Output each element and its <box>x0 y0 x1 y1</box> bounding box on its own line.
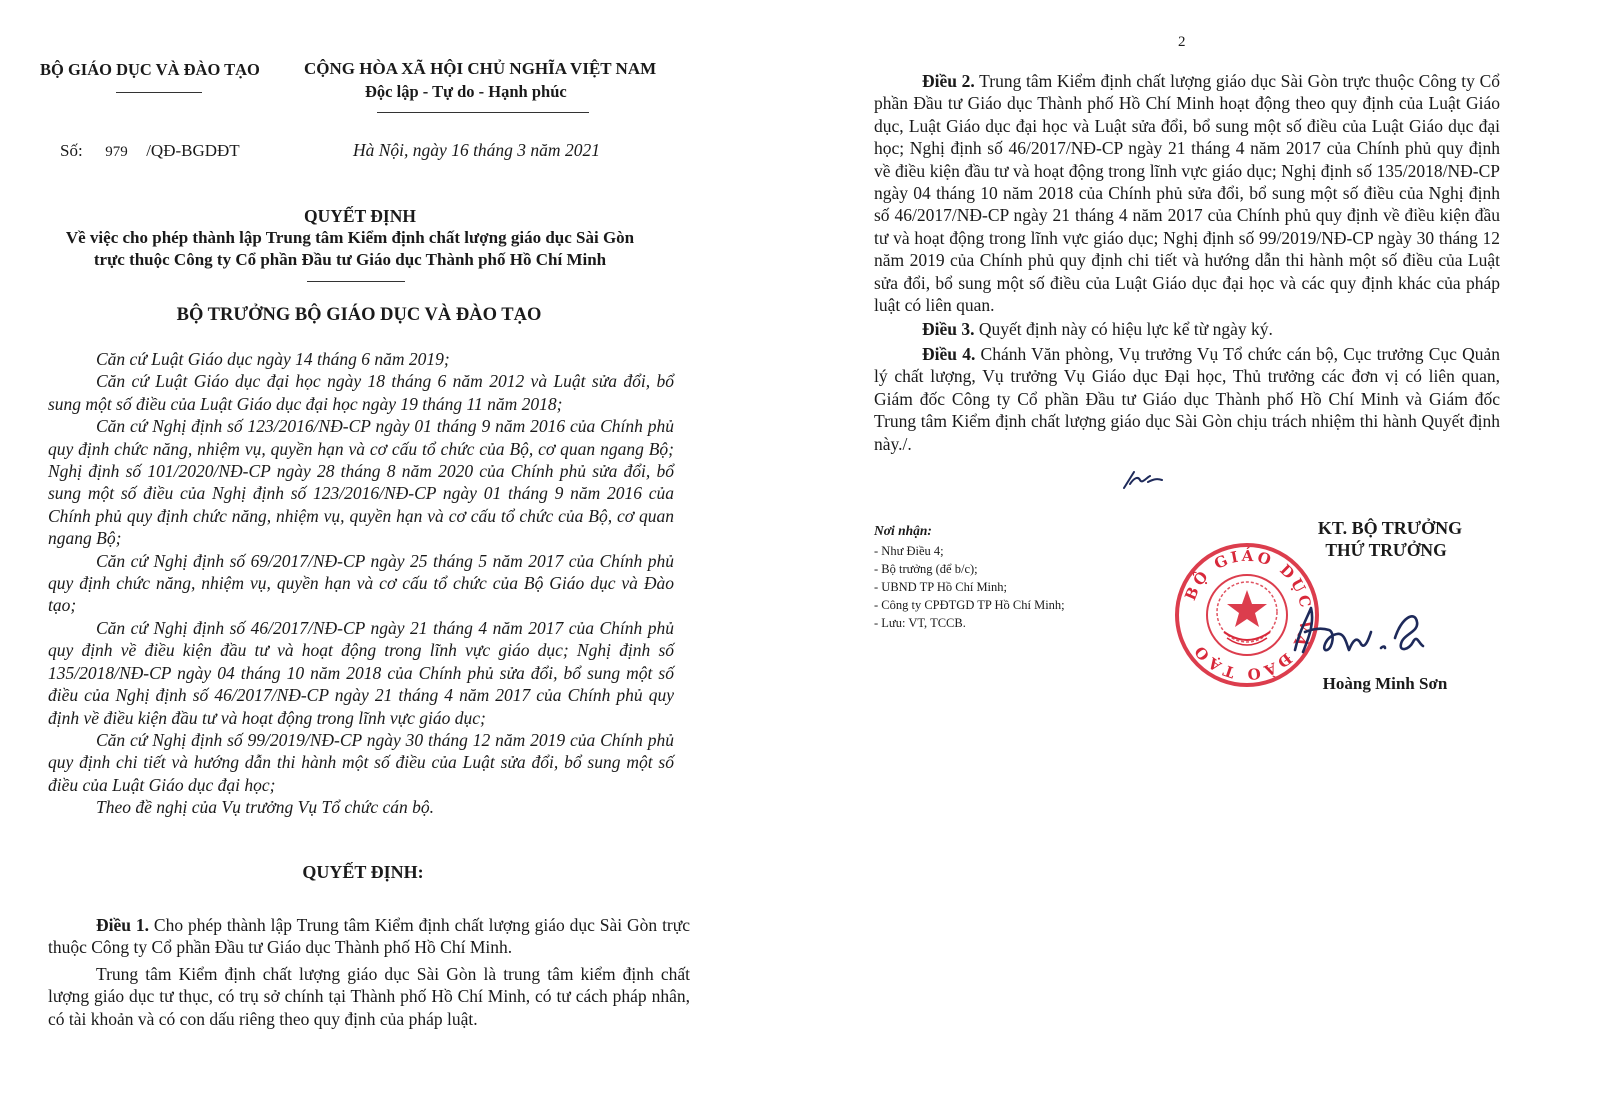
decision-subtitle-2: trực thuộc Công ty Cổ phần Đầu tư Giáo dục Thành phố Hồ Chí Minh <box>93 250 607 269</box>
republic-header: CỘNG HÒA XÃ HỘI CHỦ NGHĨA VIỆT NAM <box>304 59 657 78</box>
recipient-item: - Công ty CPĐTGD TP Hồ Chí Minh; <box>874 598 1065 612</box>
page-number: 2 <box>1178 34 1186 50</box>
basis-item: Căn cứ Nghị định số 99/2019/NĐ-CP ngày 30 tháng 12 năm 2019 của Chính phủ quy định chi tiết và hướng dẫn thi hành một số điều của Luật sửa đổi, bổ sung một số điều của Luật Giáo dục đại học; <box>48 729 674 795</box>
recipient-item: - UBND TP Hồ Chí Minh; <box>874 580 1008 594</box>
doc-number-label: Số: <box>60 141 83 160</box>
basis-item: Căn cứ Nghị định số 46/2017/NĐ-CP ngày 21 tháng 4 năm 2017 của Chính phủ quy định về điều kiện đầu tư và hoạt động trong lĩnh vực giáo dục; Nghị định số 135/2018/NĐ-CP ngày 04 tháng 10 năm 2018 của Chính phủ sửa đổi, bổ sung một số điều của Nghị định số 46/2017/NĐ-CP ngày 21 tháng 4 năm 2017 của Chính phủ quy định về điều kiện đầu tư và hoạt động trong lĩnh vực giáo dục; <box>48 617 674 728</box>
decision-title: QUYẾT ĐỊNH <box>304 206 416 226</box>
motto: Độc lập - Tự do - Hạnh phúc <box>365 82 567 101</box>
recipient-item: - Lưu: VT, TCCB. <box>874 616 966 630</box>
subtitle-underline <box>307 281 405 282</box>
article-3-label: Điều 3. <box>922 319 975 340</box>
article-1-label: Điều 1. <box>96 915 150 935</box>
article-1-para-2: Trung tâm Kiểm định chất lượng giáo dục Sài Gòn là trung tâm kiểm định chất lượng giáo dục tư thục, có trụ sở chính tại Thành phố Hồ Chí Minh, có tư cách pháp nhân, có tài khoản và có con dấu riêng theo quy định của pháp luật. <box>48 963 690 1029</box>
article-3 <box>874 318 1500 340</box>
place-date: Hà Nội, ngày 16 tháng 3 năm 2021 <box>353 140 600 160</box>
doc-number <box>60 141 240 161</box>
basis-item: Căn cứ Luật Giáo dục ngày 14 tháng 6 năm 2019; <box>96 349 450 369</box>
article-2-text: Trung tâm Kiểm định chất lượng giáo dục Sài Gòn trực thuộc Công ty Cổ phần Đầu tư Giáo dục Thành phố Hồ Chí Minh hoạt động theo quy định của Luật Giáo dục, Luật Giáo dục đại học và Luật sửa đổi, bổ sung một số điều của Luật Giáo dục đại học; Nghị định số 46/2017/NĐ-CP ngày 21 tháng 4 năm 2017 của Chính phủ quy định về điều kiện đầu tư và hoạt động trong lĩnh vực giáo dục; Nghị định số 135/2018/NĐ-CP ngày 04 tháng 10 năm 2018 của Chính phủ sửa đổi, bổ sung một số điều của Nghị định số 46/2017/NĐ-CP ngày 21 tháng 4 năm 2017 của Chính phủ quy định về điều kiện đầu tư và hoạt động trong lĩnh vực giáo dục; Nghị định số 99/2019/NĐ-CP ngày 30 tháng 12 năm 2019 của Chính phủ quy định chi tiết và hướng dẫn thi hành một số điều của Luật sửa đổi, bổ sung một số điều của Luật Giáo dục đại học và các quy định khác của pháp luật có liên quan. <box>874 71 1500 316</box>
ministry-underline <box>116 92 202 93</box>
article-2 <box>874 70 1500 316</box>
authority-heading: BỘ TRƯỞNG BỘ GIÁO DỤC VÀ ĐÀO TẠO <box>176 305 542 325</box>
decision-subtitle-1: Về việc cho phép thành lập Trung tâm Kiểm định chất lượng giáo dục Sài Gòn <box>65 228 635 247</box>
basis-item: Căn cứ Nghị định số 123/2016/NĐ-CP ngày 01 tháng 9 năm 2016 của Chính phủ quy định chức năng, nhiệm vụ, quyền hạn và cơ cấu tổ chức của Bộ, cơ quan ngang Bộ; Nghị định số 101/2020/NĐ-CP ngày 28 tháng 8 năm 2020 của Chính phủ sửa đổi, bổ sung một số điều của Nghị định số 123/2016/NĐ-CP ngày 01 tháng 9 năm 2016 của Chính phủ quy định chức năng, nhiệm vụ, quyền hạn và cơ cấu tổ chức của Bộ, cơ quan ngang Bộ; <box>48 416 674 549</box>
article-4-label: Điều 4. <box>922 343 976 364</box>
basis-item: Theo đề nghị của Vụ trưởng Vụ Tổ chức cán bộ. <box>96 797 435 818</box>
article-4-text: Chánh Văn phòng, Vụ trưởng Vụ Tổ chức cán bộ, Cục trưởng Cục Quản lý chất lượng, Vụ trưởng Vụ Giáo dục Đại học, Thủ trưởng các đơn vị có liên quan, Giám đốc Công ty Cổ phần Đầu tư Giáo dục Thành phố Hồ Chí Minh và Giám đốc Trung tâm Kiểm định chất lượng giáo dục Sài Gòn chịu trách nhiệm thi hành Quyết định này./. <box>874 343 1501 454</box>
decision-heading: QUYẾT ĐỊNH: <box>302 862 424 882</box>
article-1-text: Cho phép thành lập Trung tâm Kiểm định chất lượng giáo dục Sài Gòn trực thuộc Công ty Cổ phần Đầu tư Giáo dục Thành phố Hồ Chí Minh. <box>48 915 691 958</box>
articles-2-4 <box>874 70 1500 455</box>
recipient-item: - Như Điều 4; <box>874 544 944 558</box>
article-4 <box>874 343 1500 455</box>
page-1 <box>0 0 760 1096</box>
recipients <box>874 522 1065 632</box>
motto-underline <box>377 112 589 113</box>
stamp-text: BỘ GIÁO DỤC VÀ ĐÀO TẠO <box>1181 546 1316 684</box>
signer-name: Hoàng Minh Sơn <box>1322 674 1448 693</box>
article-2-label: Điều 2. <box>922 71 975 91</box>
doc-number-suffix: /QĐ-BGDĐT <box>146 141 240 160</box>
basis-item: Căn cứ Nghị định số 69/2017/NĐ-CP ngày 25 tháng 5 năm 2017 của Chính phủ quy định chức năng, nhiệm vụ, quyền hạn và cơ cấu tổ chức của Bộ Giáo dục và Đào tạo; <box>48 550 674 616</box>
sign-title-1: KT. BỘ TRƯỞNG <box>1317 518 1463 538</box>
initial-mark-icon <box>1120 466 1166 494</box>
article-1 <box>48 914 690 1030</box>
ministry-header: BỘ GIÁO DỤC VÀ ĐÀO TẠO <box>40 60 260 79</box>
star-icon <box>1227 590 1267 627</box>
sign-title-2: THỨ TRƯỞNG <box>1325 540 1447 560</box>
article-3-text: Quyết định này có hiệu lực kể từ ngày ký. <box>974 319 1273 340</box>
recipients-title: Nơi nhận: <box>874 523 932 538</box>
doc-number-value: 979 <box>105 144 128 160</box>
page-2 <box>800 0 1600 1096</box>
signature-icon <box>1285 588 1435 668</box>
legal-basis <box>48 348 674 819</box>
recipient-item: - Bộ trưởng (để b/c); <box>874 562 978 576</box>
basis-item: Căn cứ Luật Giáo dục đại học ngày 18 tháng 6 năm 2012 và Luật sửa đổi, bổ sung một số điều của Luật Giáo dục đại học ngày 19 tháng 11 năm 2018; <box>48 371 674 414</box>
